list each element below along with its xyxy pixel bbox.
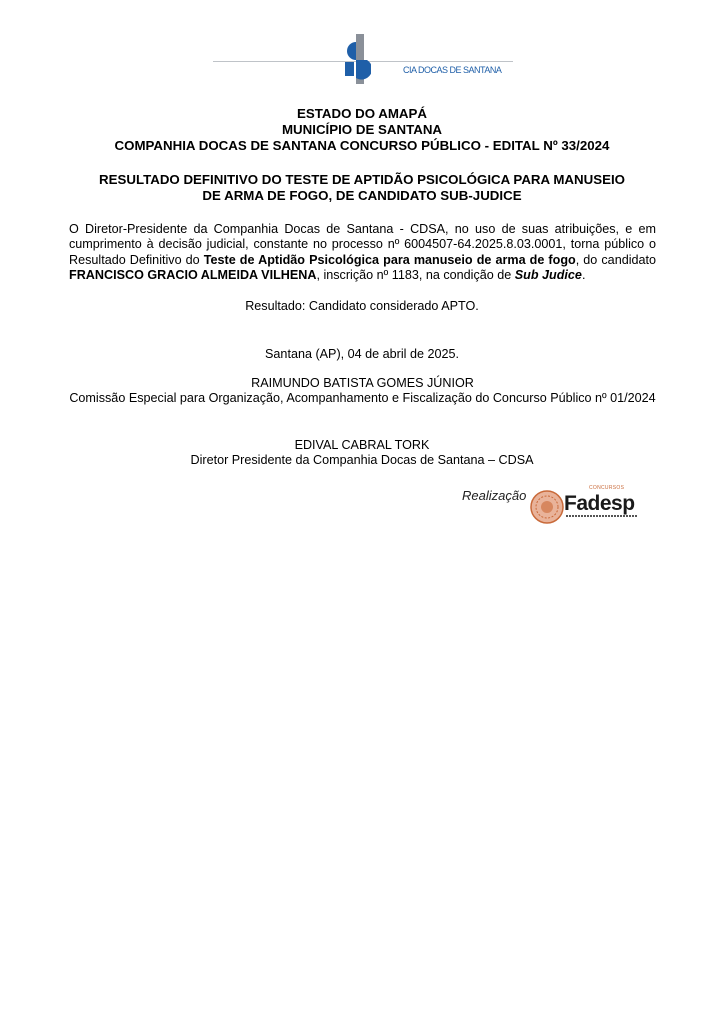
signature-director-name: EDIVAL CABRAL TORK bbox=[294, 438, 430, 452]
signature-commission-role: Comissão Especial para Organização, Acompanhamento e Fiscalização do Concurso Público nº 01/2024 bbox=[69, 391, 656, 406]
signature-director bbox=[60, 438, 664, 469]
date-location: Santana (AP), 04 de abril de 2025. bbox=[265, 347, 459, 361]
company-logo bbox=[213, 34, 513, 86]
document-title bbox=[60, 172, 664, 204]
body-candidate-name: FRANCISCO GRACIO ALMEIDA VILHENA bbox=[69, 268, 317, 283]
signature-commission-name: RAIMUNDO BATISTA GOMES JÚNIOR bbox=[251, 376, 474, 390]
title-line-2: DE ARMA DE FOGO, DE CANDIDATO SUB-JUDICE bbox=[202, 188, 522, 203]
signature-director-role: Diretor Presidente da Companhia Docas de Santana – CDSA bbox=[190, 453, 534, 468]
body-text-1: O Diretor-Presidente da Companhia Docas de Santana - CDSA, no uso de suas atribuições, e em cumprimento à decisão judicial, constante no processo nº 6004507-64.2025.8.03.0001, torna público o Resultado Definitivo do bbox=[69, 222, 656, 267]
header-municipality: MUNICÍPIO DE SANTANA bbox=[281, 122, 443, 137]
title-line-1: RESULTADO DEFINITIVO DO TESTE DE APTIDÃO PSICOLÓGICA PARA MANUSEIO bbox=[99, 172, 625, 187]
header-state: ESTADO DO AMAPÁ bbox=[296, 106, 427, 121]
signature-commission bbox=[69, 376, 656, 407]
body-test-name: Teste de Aptidão Psicológica para manuseio de arma de fogo bbox=[203, 252, 576, 267]
fadesp-logo-text: Fadesp bbox=[564, 492, 635, 515]
result-text: Resultado: Candidato considerado APTO. bbox=[245, 299, 479, 313]
fadesp-concursos-label: CONCURSOS bbox=[589, 485, 625, 491]
body-text-3: , inscrição nº 1183, na condição de bbox=[316, 268, 515, 283]
realizacao-label: Realização bbox=[462, 488, 527, 503]
logo-company-text: CIA DOCAS DE SANTANA bbox=[403, 65, 502, 75]
fadesp-tagline-line bbox=[566, 515, 638, 517]
fadesp-seal-icon bbox=[530, 490, 564, 524]
cdsa-logo-mark-icon bbox=[341, 34, 371, 84]
body-paragraph bbox=[69, 222, 656, 284]
document-header bbox=[60, 106, 664, 154]
body-text-4: . bbox=[581, 268, 586, 283]
header-edital: COMPANHIA DOCAS DE SANTANA CONCURSO PÚBLICO - EDITAL Nº 33/2024 bbox=[114, 138, 610, 153]
body-text-2: , do candidato bbox=[575, 252, 657, 267]
body-sub-judice: Sub Judice bbox=[514, 268, 582, 283]
